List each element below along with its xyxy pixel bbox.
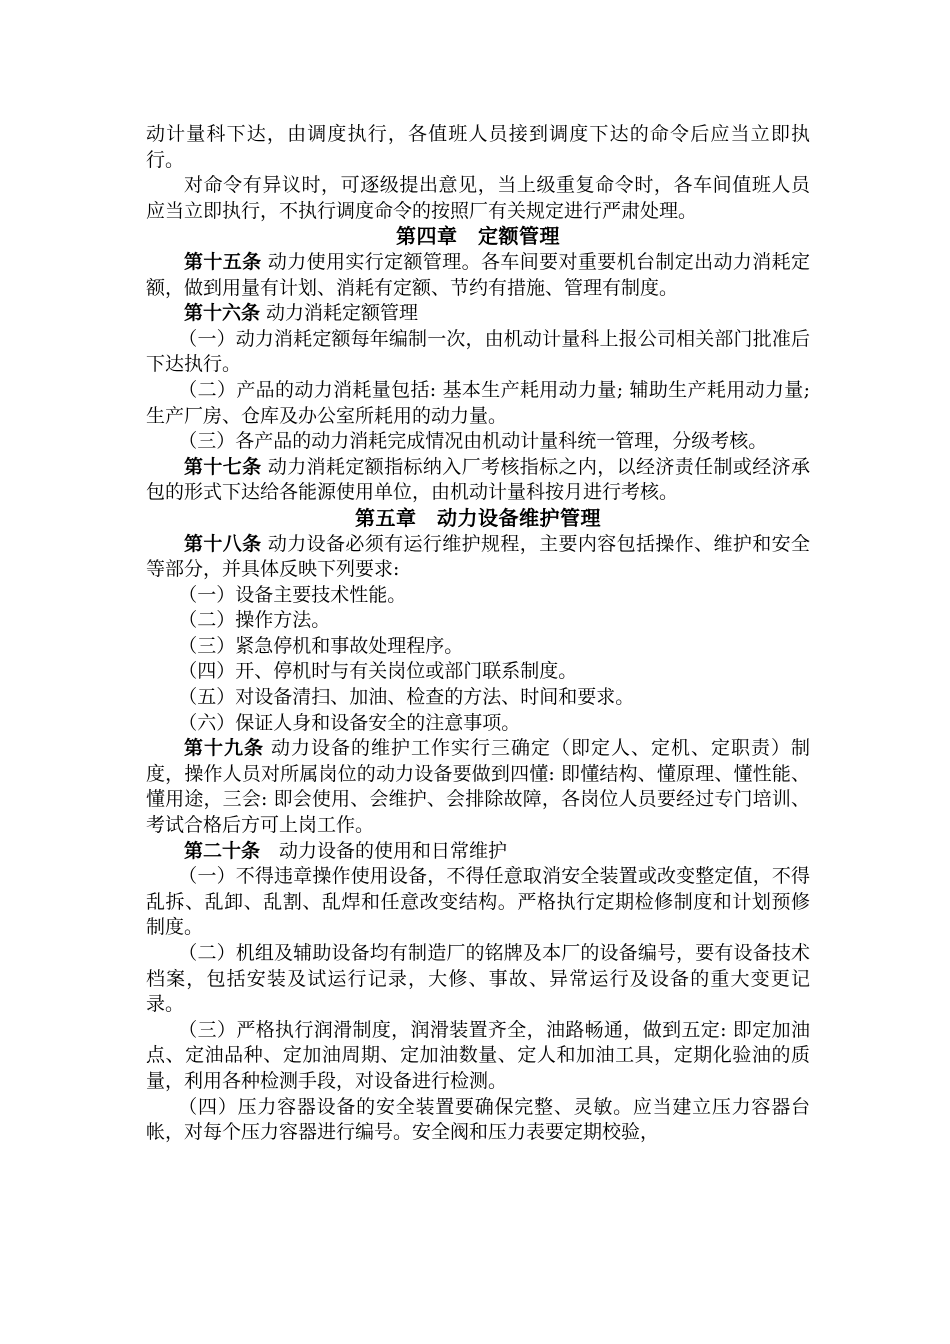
document-page xyxy=(146,122,810,1146)
article-18-item-4: （四）开、停机时与有关岗位或部门联系制度。 xyxy=(178,660,578,683)
article-18-item-3: （三）紧急停机和事故处理程序。 xyxy=(178,634,464,657)
paragraph-continuation: 动计量科下达，由调度执行，各值班人员接到调度下达的命令后应当立即执行。 xyxy=(146,123,810,171)
article-18-item-1: （一）设备主要技术性能。 xyxy=(178,583,407,606)
article-15-label: 第十五条 xyxy=(184,250,262,273)
article-19-text: 动力设备的维护工作实行三确定（即定人、定机、定职责）制度，操作人员对所属岗位的动力设备要做到四懂: 即懂结构、懂原理、懂性能、懂用途，三会: 即会使用、会维护、会排除故障，各岗位人员要经过专门培训、考试合格后方可上岗工作。 xyxy=(146,737,810,837)
article-16-text: 动力消耗定额管理 xyxy=(260,302,419,325)
article-15-text: 动力使用实行定额管理。各车间要对重要机台制定出动力消耗定额，做到用量有计划、消耗有定额、节约有措施、管理有制度。 xyxy=(146,250,810,299)
article-18-text: 动力设备必须有运行维护规程，主要内容包括操作、维护和安全等部分，并具体反映下列要求: xyxy=(146,532,810,581)
article-17-label: 第十七条 xyxy=(184,455,262,478)
article-18-item-6: （六）保证人身和设备安全的注意事项。 xyxy=(178,711,521,734)
article-20-item-1: （一）不得违章操作使用设备，不得任意取消安全装置或改变整定值，不得乱拆、乱卸、乱割、乱焊和任意改变结构。严格执行定期检修制度和计划预修制度。 xyxy=(146,865,810,939)
article-19 xyxy=(146,736,810,838)
article-16-label: 第十六条 xyxy=(184,302,261,325)
article-18-label: 第十八条 xyxy=(184,532,262,555)
article-20-item-4: （四）压力容器设备的安全装置要确保完整、灵敏。应当建立压力容器台帐，对每个压力容器进行编号。安全阀和压力表要定期校验， xyxy=(146,1095,810,1144)
article-19-label: 第十九条 xyxy=(184,737,264,760)
chapter-heading-5: 第五章 动力设备维护管理 xyxy=(355,505,601,530)
article-18 xyxy=(146,532,810,583)
article-20-label: 第二十条 xyxy=(184,839,261,862)
article-16 xyxy=(146,301,810,327)
article-20-item-3: （三）严格执行润滑制度，润滑装置齐全，油路畅通，做到五定: 即定加油点、定油品种、定加油周期、定加油数量、定人和加油工具，定期化验油的质量，利用各种检测手段，对设备进行检测。 xyxy=(146,1018,810,1092)
chapter-heading-4: 第四章 定额管理 xyxy=(396,224,560,249)
article-15 xyxy=(146,250,810,301)
article-18-item-2: （二）操作方法。 xyxy=(178,609,331,632)
article-20-text: 动力设备的使用和日常维护 xyxy=(260,839,508,862)
article-16-item-1: （一）动力消耗定额每年编制一次，由机动计量科上报公司相关部门批准后下达执行。 xyxy=(146,327,810,376)
article-16-item-2: （二）产品的动力消耗量包括: 基本生产耗用动力量; 辅助生产耗用动力量; 生产厂房、仓库及办公室所耗用的动力量。 xyxy=(146,378,810,427)
article-20 xyxy=(146,839,810,865)
article-17 xyxy=(146,455,810,506)
paragraph-objection: 对命令有异议时，可逐级提出意见，当上级重复命令时，各车间值班人员应当立即执行，不执行调度命令的按照厂有关规定进行严肃处理。 xyxy=(146,174,810,222)
article-16-item-3: （三）各产品的动力消耗完成情况由机动计量科统一管理，分级考核。 xyxy=(178,430,768,453)
article-18-item-5: （五）对设备清扫、加油、检查的方法、时间和要求。 xyxy=(178,686,635,709)
article-20-item-2: （二）机组及辅助设备均有制造厂的铭牌及本厂的设备编号，要有设备技术档案，包括安装及试运行记录，大修、事故、异常运行及设备的重大变更记录。 xyxy=(146,942,810,1016)
article-17-text: 动力消耗定额指标纳入厂考核指标之内，以经济责任制或经济承包的形式下达给各能源使用单位，由机动计量科按月进行考核。 xyxy=(146,455,810,504)
